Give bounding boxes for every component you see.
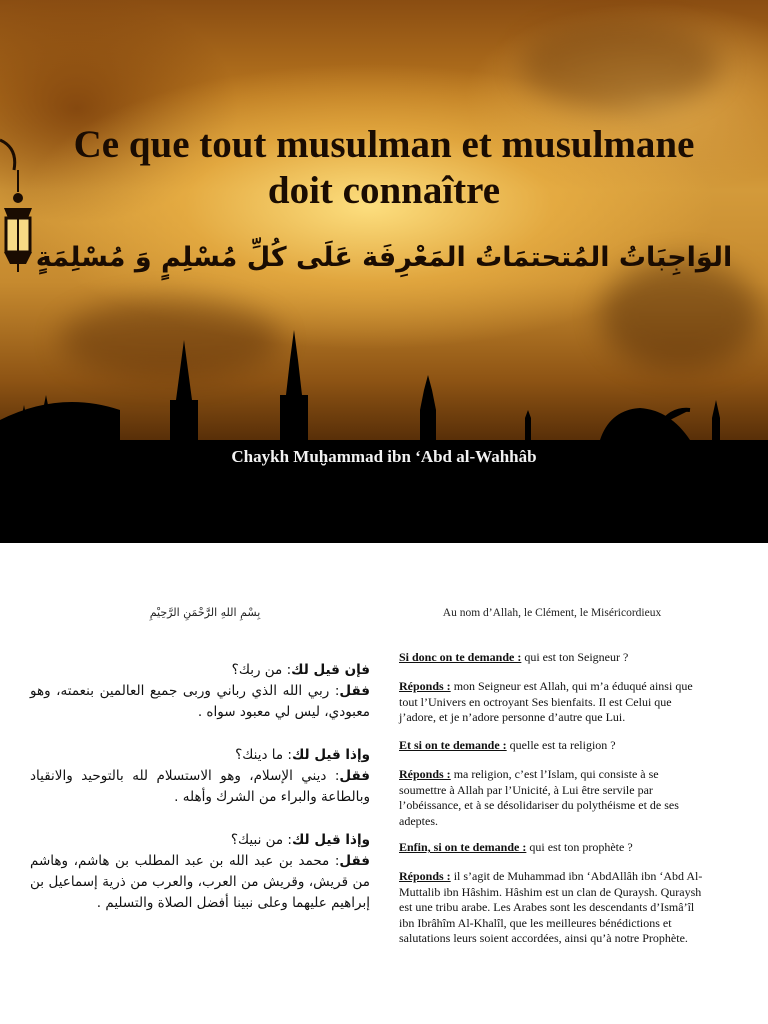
arabic-question — [30, 745, 370, 766]
french-answer-text: ma religion, c’est l’Islam, qui consiste à se soumettre à Allah par l’Unicité, à Lui être servile par l’obéissance, et à se désolidariser du polythéisme et de ses adeptes. — [399, 767, 679, 828]
arabic-question-prefix: فإن قيل لك — [291, 662, 370, 678]
cover-arabic-title: الوَاجِبَاتُ المُتحتمَاتُ المَعْرِفَة عَلَى كُلِّ مُسْلِمٍ وَ مُسْلِمَةٍ — [35, 242, 733, 273]
arabic-answer-text: : محمد بن عبد الله بن عبد المطلب بن هاشم، وهاشم من قريش، وقريش من العرب، والعرب من ذرية إسماعيل بن إبراهيم عليهما وعلى نبينا أفضل الصلاة والتسليم . — [30, 853, 370, 911]
arabic-answer — [30, 681, 370, 723]
french-question-text: quelle est ta religion ? — [506, 738, 616, 752]
cover-title — [0, 122, 768, 214]
french-block-2 — [399, 738, 705, 829]
french-answer-label: Réponds : — [399, 869, 451, 884]
arabic-question-text: : من نبيك؟ — [230, 832, 292, 848]
french-question-label: Enfin, si on te demande : — [399, 840, 527, 854]
french-answer — [399, 679, 705, 725]
arabic-answer-text: : ربي الله الذي رباني وربى جميع العالمين بنعمته، وهو معبودي، ليس لي معبود سواه . — [30, 683, 370, 720]
arabic-question-text: : من ربك؟ — [231, 662, 292, 678]
french-question-text: qui est ton prophète ? — [526, 840, 633, 854]
arabic-question-prefix: وإذا قيل لك — [291, 832, 370, 848]
arabic-answer — [30, 766, 370, 808]
french-answer — [399, 767, 705, 829]
french-answer-text: il s’agit de Muhammad ibn ‘AbdAllâh ibn ‘Abd Al-Muttalib ibn Hâshim. Hâshim est un clan de Quraysh. Quraysh est une tribu arabe. Les Arabes sont les descendants d’Ismâ’îl ibn Ibrâhîm Al-Khalîl, que les meilleures bénédictions et salutations leurs soient accordées, ainsi qu’à notre Prophète. — [399, 869, 703, 946]
arabic-question-prefix: وإذا قيل لك — [291, 747, 370, 763]
french-question — [399, 650, 705, 665]
cover-title-line1: Ce que tout musulman et musulmane — [73, 123, 695, 166]
french-answer-label: Réponds : — [399, 767, 451, 782]
arabic-answer-prefix: فقل — [339, 683, 370, 699]
arabic-block-3 — [30, 830, 370, 914]
french-question-label: Si donc on te demande : — [399, 650, 522, 664]
arabic-answer — [30, 851, 370, 914]
arabic-answer-text: : ديني الإسلام، وهو الاستسلام لله بالتوحيد والانقياد وبالطاعة والبراء من الشرك وأهله . — [30, 768, 370, 805]
french-block-1 — [399, 650, 705, 726]
city-skyline-silhouette — [0, 300, 768, 543]
arabic-answer-prefix: فقل — [339, 768, 370, 784]
french-bismillah: Au nom d’Allah, le Clément, le Miséricordieux — [442, 607, 662, 619]
french-question-text: qui est ton Seigneur ? — [521, 650, 629, 664]
cover-author: Chaykh Muḫammad ibn ‘Abd al-Wahhâb — [231, 447, 537, 466]
arabic-bismillah: بِسْمِ اللهِ الرَّحْمَنِ الرَّحِيْمِ — [149, 606, 261, 619]
french-answer-label: Réponds : — [399, 679, 451, 694]
arabic-block-1 — [30, 660, 370, 723]
paper-stain — [520, 20, 720, 110]
arabic-question — [30, 660, 370, 681]
arabic-question — [30, 830, 370, 851]
cover-title-line2: doit connaître — [267, 169, 501, 212]
french-question — [399, 738, 705, 753]
arabic-question-text: : ما دينك؟ — [235, 747, 292, 763]
french-block-3 — [399, 840, 705, 946]
arabic-block-2 — [30, 745, 370, 808]
french-answer-text: mon Seigneur est Allah, qui m’a éduqué ainsi que tout l’Univers en octroyant Ses bienfaits. Il est Celui que j’adore, et je n’adore personne d’autre que Lui. — [399, 679, 693, 725]
french-answer — [399, 869, 705, 946]
arabic-answer-prefix: فقل — [339, 853, 370, 869]
french-question-label: Et si on te demande : — [399, 738, 507, 752]
french-question — [399, 840, 705, 855]
